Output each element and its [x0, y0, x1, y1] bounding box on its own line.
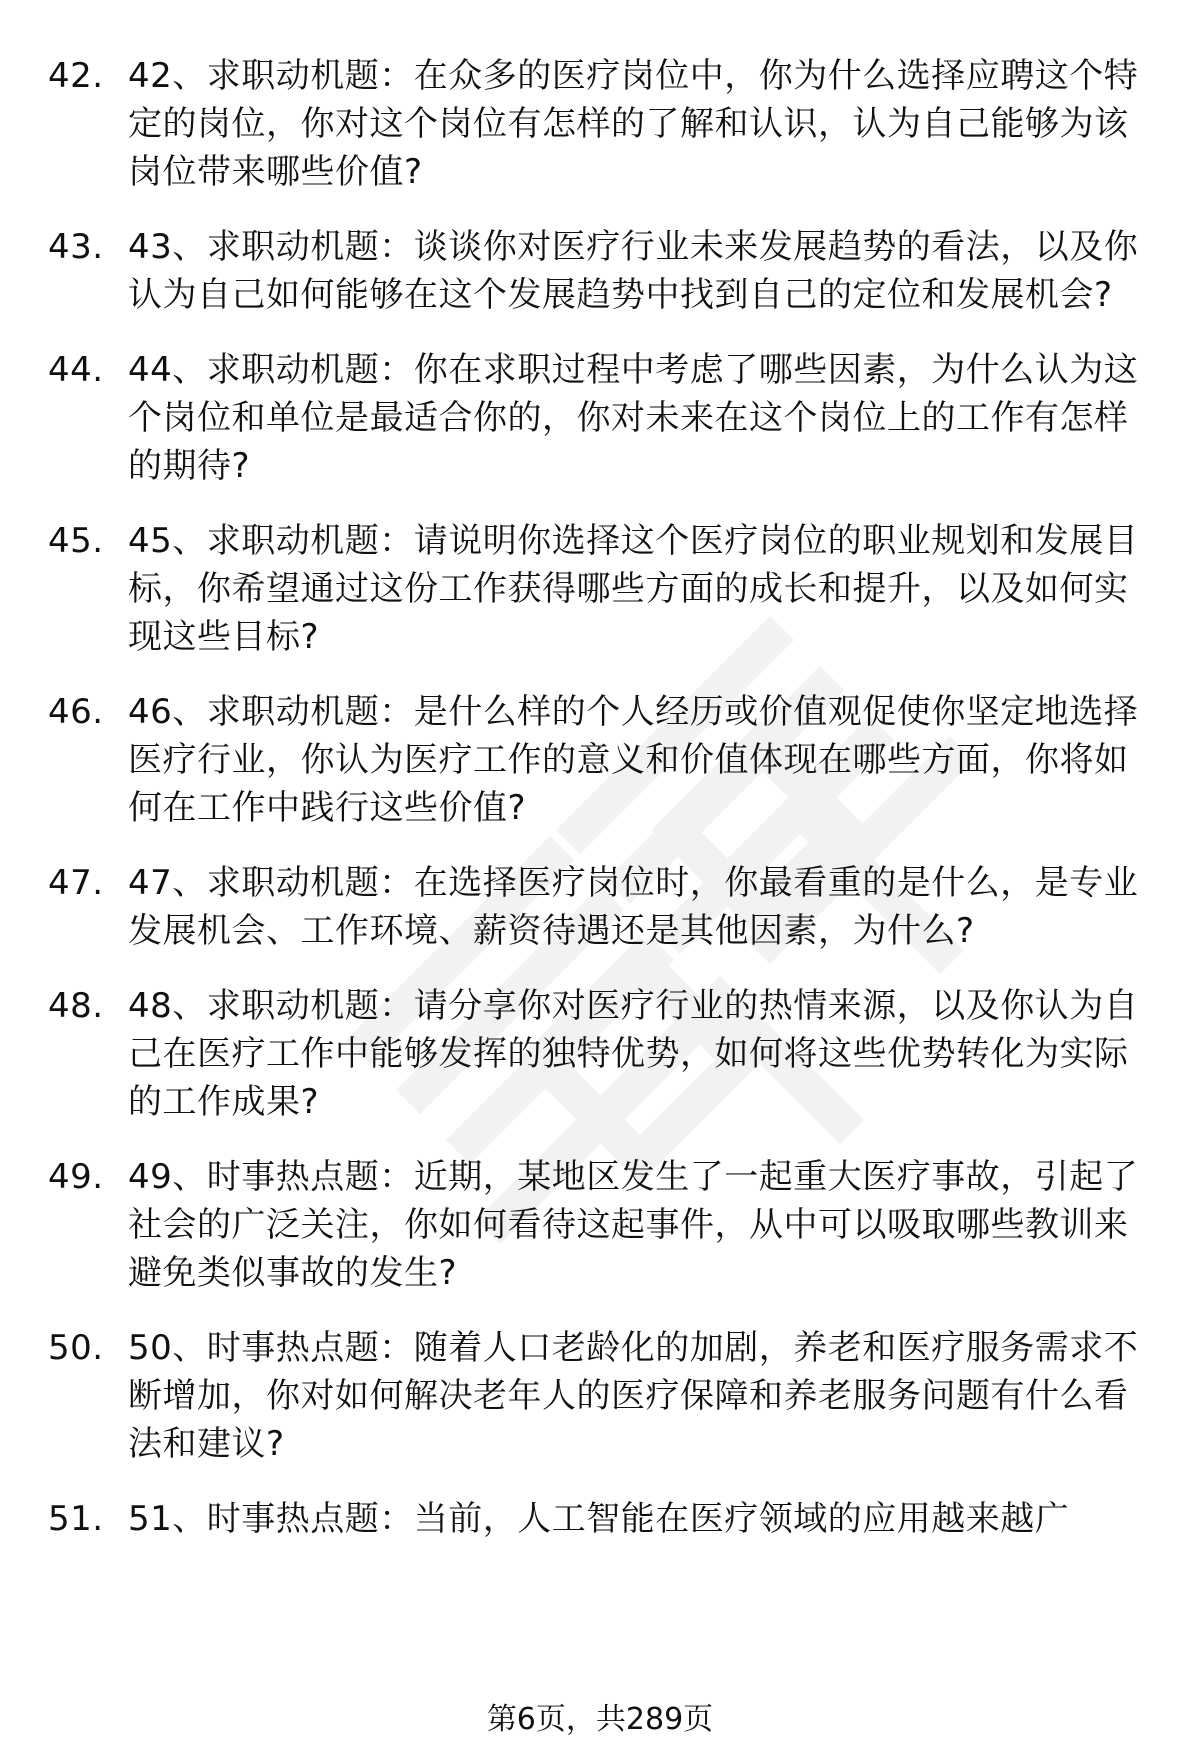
list-item-number: 51. — [48, 1499, 104, 1539]
list-item — [48, 517, 1158, 661]
list-item — [48, 346, 1158, 490]
list-item-text: 45、求职动机题：请说明你选择这个医疗岗位的职业规划和发展目标，你希望通过这份工作获得哪些方面的成长和提升，以及如何实现这些目标? — [128, 521, 1139, 657]
list-item-text: 46、求职动机题：是什么样的个人经历或价值观促使你坚定地选择医疗行业，你认为医疗工作的意义和价值体现在哪些方面，你将如何在工作中践行这些价值? — [128, 692, 1139, 828]
list-item-number: 44. — [48, 350, 104, 390]
list-item-text: 51、时事热点题：当前，人工智能在医疗领域的应用越来越广 — [128, 1499, 1070, 1539]
list-item — [48, 859, 1158, 955]
list-item — [48, 223, 1158, 319]
list-item-text: 44、求职动机题：你在求职过程中考虑了哪些因素，为什么认为这个岗位和单位是最适合你的，你对未来在这个岗位上的工作有怎样的期待? — [128, 350, 1139, 486]
list-item — [48, 1153, 1158, 1297]
list-item-number: 46. — [48, 692, 104, 732]
list-item-text: 48、求职动机题：请分享你对医疗行业的热情来源，以及你认为自己在医疗工作中能够发挥的独特优势，如何将这些优势转化为实际的工作成果? — [128, 986, 1139, 1122]
list-item-number: 43. — [48, 227, 104, 267]
page-footer — [0, 1700, 1200, 1740]
page-number-label: 第6页，共289页 — [486, 1702, 714, 1737]
list-item — [48, 1495, 1158, 1543]
list-item-text: 47、求职动机题：在选择医疗岗位时，你最看重的是什么，是专业发展机会、工作环境、薪资待遇还是其他因素，为什么? — [128, 863, 1139, 951]
list-item-number: 42. — [48, 56, 104, 96]
list-item — [48, 688, 1158, 832]
list-item-text: 43、求职动机题：谈谈你对医疗行业未来发展趋势的看法，以及你认为自己如何能够在这个发展趋势中找到自己的定位和发展机会? — [128, 227, 1139, 315]
list-item-number: 50. — [48, 1328, 104, 1368]
list-item-text: 50、时事热点题：随着人口老龄化的加剧，养老和医疗服务需求不断增加，你对如何解决老年人的医疗保障和养老服务问题有什么看法和建议? — [128, 1328, 1139, 1464]
list-item — [48, 1324, 1158, 1468]
list-item-number: 48. — [48, 986, 104, 1026]
question-list — [48, 52, 1158, 1570]
list-item-number: 45. — [48, 521, 104, 561]
list-item-number: 49. — [48, 1157, 104, 1197]
list-item-text: 42、求职动机题：在众多的医疗岗位中，你为什么选择应聘这个特定的岗位，你对这个岗位有怎样的了解和认识，认为自己能够为该岗位带来哪些价值? — [128, 56, 1139, 192]
list-item — [48, 52, 1158, 196]
list-item — [48, 982, 1158, 1126]
list-item-number: 47. — [48, 863, 104, 903]
list-item-text: 49、时事热点题：近期，某地区发生了一起重大医疗事故，引起了社会的广泛关注，你如何看待这起事件，从中可以吸取哪些教训来避免类似事故的发生? — [128, 1157, 1139, 1293]
